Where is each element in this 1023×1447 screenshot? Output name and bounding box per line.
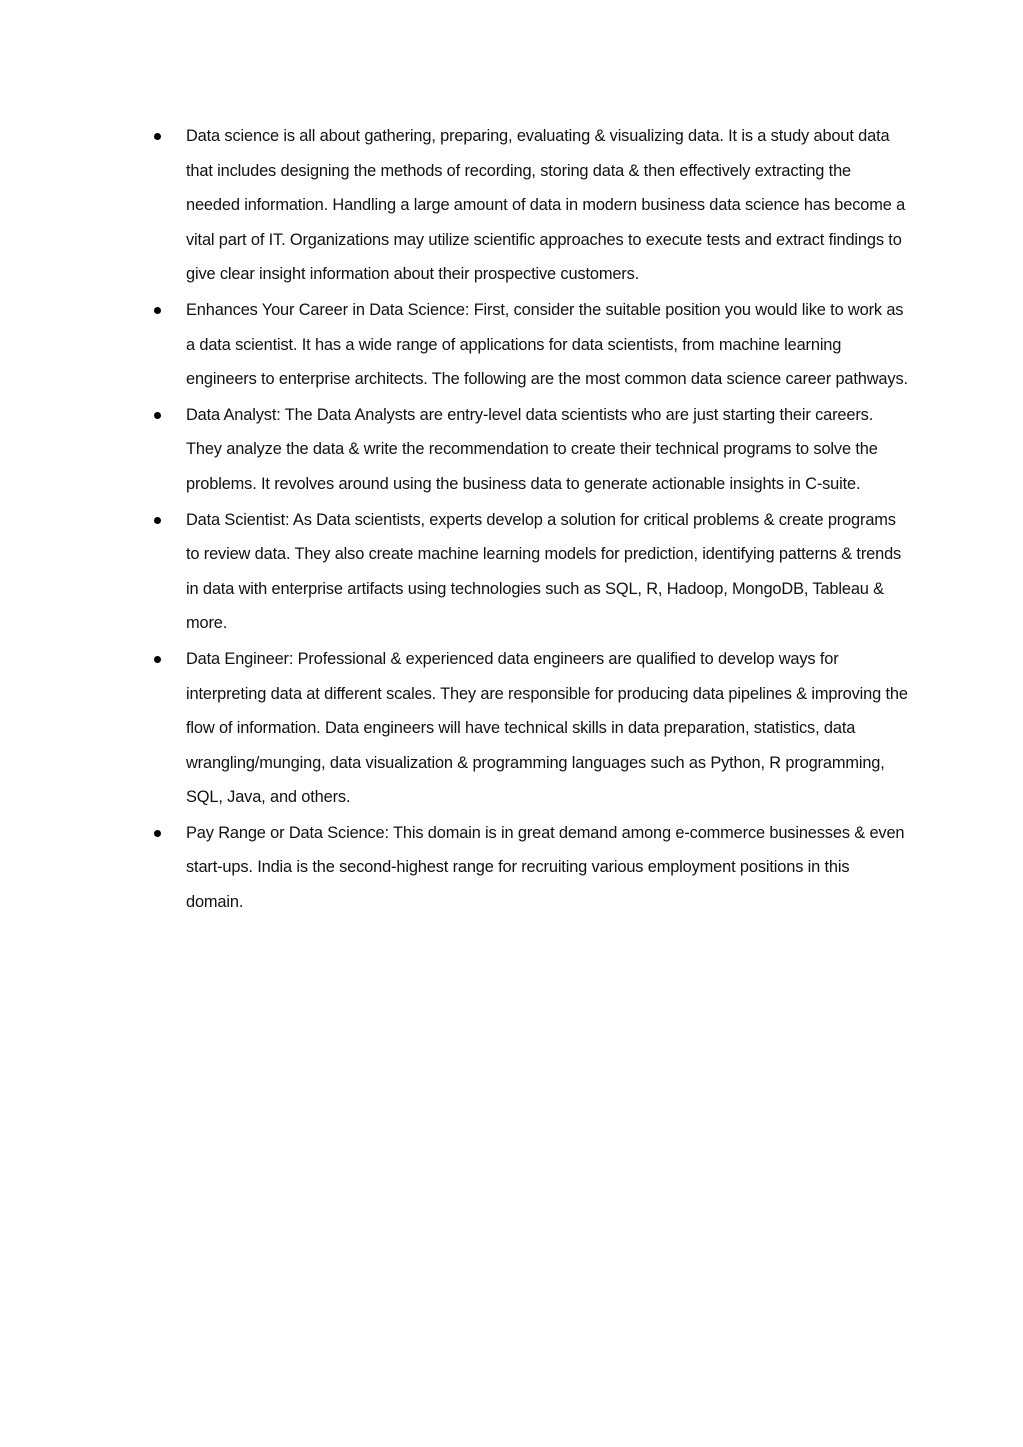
bullet-icon xyxy=(154,133,161,140)
bullet-icon xyxy=(154,307,161,314)
bullet-icon xyxy=(154,412,161,419)
bullet-icon xyxy=(154,656,161,663)
bullet-icon xyxy=(154,830,161,837)
list-item xyxy=(186,293,908,397)
bullet-icon xyxy=(154,517,161,524)
list-item xyxy=(186,398,908,502)
list-item xyxy=(186,503,908,641)
list-item xyxy=(186,119,908,292)
list-item xyxy=(186,816,908,920)
bullet-text: Data Scientist: As Data scientists, experts develop a solution for critical problems & create programs to review data. They also create machine learning models for prediction, identifying patterns & trends in data with enterprise artifacts using technologies such as SQL, R, Hadoop, MongoDB, Tableau & more. xyxy=(186,510,902,633)
bullet-text: Data science is all about gathering, preparing, evaluating & visualizing data. It is a study about data that includes designing the methods of recording, storing data & then effectively extracting the needed information. Handling a large amount of data in modern business data science has become a vital part of IT. Organizations may utilize scientific approaches to execute tests and extract findings to give clear insight information about their prospective customers. xyxy=(186,127,906,284)
list-item xyxy=(186,642,908,815)
bullet-list xyxy=(186,119,908,921)
bullet-text: Data Analyst: The Data Analysts are entry-level data scientists who are just starting their careers. They analyze the data & write the recommendation to create their technical programs to solve the problems. It revolves around using the business data to generate actionable insights in C-suite. xyxy=(186,405,878,493)
bullet-text: Data Engineer: Professional & experienced data engineers are qualified to develop ways for interpreting data at different scales. They are responsible for producing data pipelines & improving the flow of information. Data engineers will have technical skills in data preparation, statistics, data wrangling/munging, data visualization & programming languages such as Python, R programming, SQL, Java, and others. xyxy=(186,649,908,807)
bullet-text: Enhances Your Career in Data Science: First, consider the suitable position you would like to work as a data scientist. It has a wide range of applications for data scientists, from machine learning engineers to enterprise architects. The following are the most common data science career pathways. xyxy=(186,300,908,389)
bullet-text: Pay Range or Data Science: This domain is in great demand among e-commerce businesses & even start-ups. India is the second-highest range for recruiting various employment positions in this domain. xyxy=(186,823,905,912)
